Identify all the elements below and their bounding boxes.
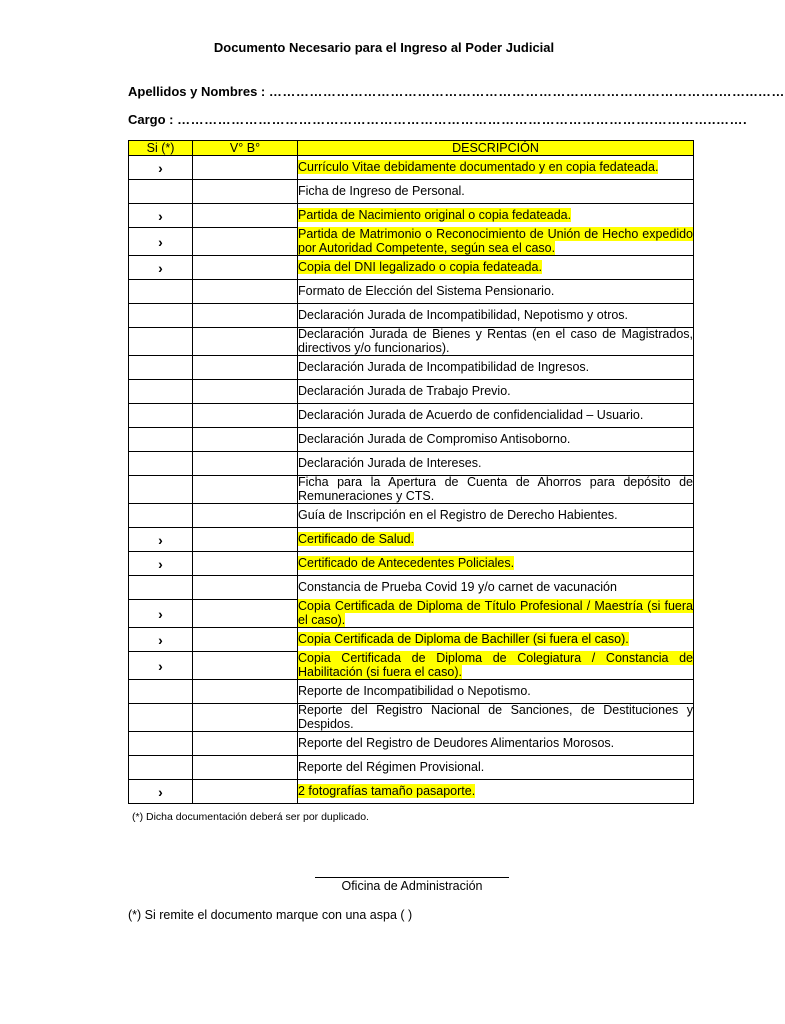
table-row (129, 552, 694, 576)
table-row (129, 204, 694, 228)
table-row (129, 180, 694, 204)
nombres-label: Apellidos y Nombres : (128, 84, 266, 99)
vb-cell[interactable] (193, 304, 298, 328)
description-cell (298, 304, 694, 328)
table-row (129, 156, 694, 180)
vb-cell[interactable] (193, 628, 298, 652)
description-text: Declaración Jurada de Incompatibilidad de Ingresos. (298, 359, 590, 374)
description-cell (298, 452, 694, 476)
vb-cell[interactable] (193, 504, 298, 528)
si-checkbox-cell[interactable] (129, 228, 193, 256)
si-checkbox-cell[interactable] (129, 504, 193, 528)
si-checkbox-cell[interactable] (129, 628, 193, 652)
si-checkbox-cell[interactable] (129, 304, 193, 328)
si-checkbox-cell[interactable] (129, 732, 193, 756)
si-checkbox-cell[interactable] (129, 204, 193, 228)
vb-cell[interactable] (193, 404, 298, 428)
vb-cell[interactable] (193, 356, 298, 380)
si-checkbox-cell[interactable] (129, 328, 193, 356)
description-cell (298, 404, 694, 428)
table-row (129, 576, 694, 600)
cargo-blank: …………………………………………………………………………………………….…………..……. (177, 112, 748, 127)
si-checkbox-cell[interactable] (129, 452, 193, 476)
description-cell (298, 256, 694, 280)
vb-cell[interactable] (193, 280, 298, 304)
description-text: Declaración Jurada de Compromiso Antisoborno. (298, 431, 571, 446)
description-cell (298, 204, 694, 228)
vb-cell[interactable] (193, 228, 298, 256)
nombres-field (128, 84, 785, 99)
check-mark-icon: › (158, 631, 163, 648)
vb-cell[interactable] (193, 756, 298, 780)
description-text: Reporte de Incompatibilidad o Nepotismo. (298, 683, 531, 698)
description-text: Copia Certificada de Diploma de Bachiller (si fuera el caso). (298, 631, 629, 646)
description-text: Reporte del Registro de Deudores Alimentarios Morosos. (298, 735, 615, 750)
si-checkbox-cell[interactable] (129, 780, 193, 804)
description-text: Reporte del Registro Nacional de Sanciones, de Destituciones y Despidos. (298, 703, 693, 731)
vb-cell[interactable] (193, 780, 298, 804)
vb-cell[interactable] (193, 428, 298, 452)
description-text: Reporte del Régimen Provisional. (298, 759, 485, 774)
description-text: Certificado de Salud. (298, 531, 415, 546)
table-row (129, 756, 694, 780)
check-mark-icon: › (158, 605, 163, 622)
vb-cell[interactable] (193, 328, 298, 356)
header-vb: V° B° (193, 141, 298, 156)
si-checkbox-cell[interactable] (129, 680, 193, 704)
description-cell (298, 600, 694, 628)
footnote: (*) Dicha documentación deberá ser por duplicado. (132, 811, 369, 823)
vb-cell[interactable] (193, 528, 298, 552)
nombres-blank: ……………………………………………………………………………………….……...…… (268, 84, 785, 99)
vb-cell[interactable] (193, 156, 298, 180)
description-cell (298, 504, 694, 528)
si-checkbox-cell[interactable] (129, 428, 193, 452)
vb-cell[interactable] (193, 180, 298, 204)
description-cell (298, 732, 694, 756)
signature-line (315, 877, 509, 878)
check-mark-icon: › (158, 159, 163, 176)
table-row (129, 780, 694, 804)
check-mark-icon: › (158, 555, 163, 572)
table-row (129, 628, 694, 652)
check-mark-icon: › (158, 259, 163, 276)
vb-cell[interactable] (193, 476, 298, 504)
table-row (129, 704, 694, 732)
table-row (129, 404, 694, 428)
description-text: Declaración Jurada de Incompatibilidad, Nepotismo y otros. (298, 307, 629, 322)
document-checklist-table (128, 140, 694, 804)
description-text: Guía de Inscripción en el Registro de Derecho Habientes. (298, 507, 618, 522)
description-cell (298, 528, 694, 552)
si-checkbox-cell[interactable] (129, 756, 193, 780)
description-text: Constancia de Prueba Covid 19 y/o carnet de vacunación (298, 579, 617, 594)
si-checkbox-cell[interactable] (129, 476, 193, 504)
vb-cell[interactable] (193, 600, 298, 628)
table-row (129, 452, 694, 476)
si-checkbox-cell[interactable] (129, 600, 193, 628)
vb-cell[interactable] (193, 680, 298, 704)
table-row (129, 304, 694, 328)
cargo-field (128, 112, 748, 127)
description-cell (298, 780, 694, 804)
si-checkbox-cell[interactable] (129, 528, 193, 552)
table-row (129, 428, 694, 452)
description-text: Declaración Jurada de Trabajo Previo. (298, 383, 511, 398)
table-row (129, 680, 694, 704)
description-text: 2 fotografías tamaño pasaporte. (298, 783, 476, 798)
description-text: Partida de Matrimonio o Reconocimiento de Unión de Hecho expedido por Autoridad Competente, según sea el caso. (298, 227, 693, 255)
description-cell (298, 280, 694, 304)
description-cell (298, 180, 694, 204)
description-cell (298, 380, 694, 404)
vb-cell[interactable] (193, 452, 298, 476)
description-cell (298, 328, 694, 356)
vb-cell[interactable] (193, 732, 298, 756)
table-row (129, 328, 694, 356)
header-si: Si (*) (129, 141, 193, 156)
table-row (129, 280, 694, 304)
vb-cell[interactable] (193, 552, 298, 576)
description-cell (298, 428, 694, 452)
check-mark-icon: › (158, 207, 163, 224)
si-checkbox-cell[interactable] (129, 552, 193, 576)
si-checkbox-cell[interactable] (129, 256, 193, 280)
signature-label: Oficina de Administración (341, 879, 483, 893)
si-checkbox-cell[interactable] (129, 380, 193, 404)
table-row (129, 256, 694, 280)
description-text: Declaración Jurada de Acuerdo de confidencialidad – Usuario. (298, 407, 644, 422)
table-row (129, 228, 694, 256)
table-header-row (129, 141, 694, 156)
description-text: Declaración Jurada de Intereses. (298, 455, 482, 470)
description-cell (298, 156, 694, 180)
si-checkbox-cell[interactable] (129, 280, 193, 304)
table-row (129, 652, 694, 680)
description-cell (298, 476, 694, 504)
description-text: Copia del DNI legalizado o copia fedateada. (298, 259, 542, 274)
description-cell (298, 552, 694, 576)
si-checkbox-cell[interactable] (129, 704, 193, 732)
table-row (129, 356, 694, 380)
document-title: Documento Necesario para el Ingreso al Poder Judicial (213, 40, 555, 55)
description-text: Copia Certificada de Diploma de Título Profesional / Maestría (si fuera el caso). (298, 599, 693, 627)
si-checkbox-cell[interactable] (129, 576, 193, 600)
si-checkbox-cell[interactable] (129, 180, 193, 204)
table-row (129, 504, 694, 528)
si-checkbox-cell[interactable] (129, 404, 193, 428)
description-cell (298, 704, 694, 732)
description-cell (298, 628, 694, 652)
header-descripcion: DESCRIPCIÓN (298, 141, 694, 156)
table-row (129, 600, 694, 628)
description-cell (298, 756, 694, 780)
description-text: Partida de Nacimiento original o copia fedateada. (298, 207, 572, 222)
si-checkbox-cell[interactable] (129, 356, 193, 380)
description-cell (298, 228, 694, 256)
instruction-note: (*) Si remite el documento marque con una aspa ( ) (128, 908, 413, 922)
description-cell (298, 680, 694, 704)
vb-cell[interactable] (193, 576, 298, 600)
table-row (129, 380, 694, 404)
vb-cell[interactable] (193, 204, 298, 228)
description-cell (298, 356, 694, 380)
description-text: Currículo Vitae debidamente documentado y en copia fedateada. (298, 159, 659, 174)
check-mark-icon: › (158, 531, 163, 548)
vb-cell[interactable] (193, 256, 298, 280)
cargo-label: Cargo : (128, 112, 174, 127)
table-row (129, 732, 694, 756)
si-checkbox-cell[interactable] (129, 156, 193, 180)
description-cell (298, 576, 694, 600)
check-mark-icon: › (158, 783, 163, 800)
vb-cell[interactable] (193, 380, 298, 404)
description-text: Certificado de Antecedentes Policiales. (298, 555, 515, 570)
description-text: Ficha de Ingreso de Personal. (298, 183, 465, 198)
check-mark-icon: › (158, 657, 163, 674)
table-row (129, 476, 694, 504)
vb-cell[interactable] (193, 652, 298, 680)
description-text: Ficha para la Apertura de Cuenta de Ahorros para depósito de Remuneraciones y CTS. (298, 475, 693, 503)
table-row (129, 528, 694, 552)
vb-cell[interactable] (193, 704, 298, 732)
description-text: Copia Certificada de Diploma de Colegiatura / Constancia de Habilitación (si fuera el caso). (298, 651, 693, 679)
description-cell (298, 652, 694, 680)
description-text: Declaración Jurada de Bienes y Rentas (en el caso de Magistrados, directivos y/o funcionarios). (298, 327, 693, 355)
si-checkbox-cell[interactable] (129, 652, 193, 680)
check-mark-icon: › (158, 233, 163, 250)
description-text: Formato de Elección del Sistema Pensionario. (298, 283, 555, 298)
